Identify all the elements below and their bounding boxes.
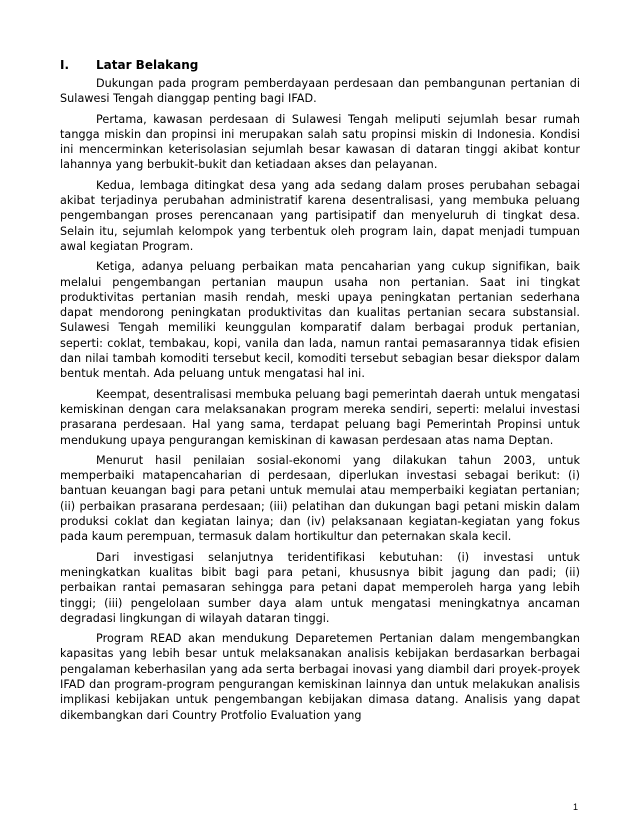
paragraph-program-read: Program READ akan mendukung Deparetemen Pertanian dalam mengembangkan kapasitas yang lebih besar untuk melaksanakan analisis kebijakan berdasarkan berbagai pengalaman keberhasilan yang ada serta berbagai inovasi yang diambil dari proyek-proyek IFAD dan program-program pengurangan kemiskinan lainnya dan untuk melakukan analisis implikasi kebijakan untuk pengembangan kebijakan dimasa datang. Analisis yang dapat dikembangkan dari Country Protfolio Evaluation yang bbox=[60, 632, 580, 722]
section-title: Latar Belakang bbox=[96, 58, 199, 72]
paragraph-penilaian: Menurut hasil penilaian sosial-ekonomi yang dilakukan tahun 2003, untuk memperbaiki matapencaharian di perdesaan, diperlukan investasi sebagai berikut: (i) bantuan keuangan bagi para petani untuk memulai atau memperbaiki kegiatan pertanian; (ii) perbaikan prasarana perdesaan; (iii) pelatihan dan dukungan bagi petani miskin dalam produksi coklat dan kegiatan lainya; dan (iv) pelaksanaan kegiatan-kegiatan yang fokus pada kaum perempuan, termasuk dalam hortikultur dan peternakan skala kecil. bbox=[60, 453, 580, 544]
page-number: 1 bbox=[572, 802, 578, 812]
paragraph-intro: Dukungan pada program pemberdayaan perdesaan dan pembangunan pertanian di Sulawesi Tengah dianggap penting bagi IFAD. bbox=[60, 77, 580, 106]
section-heading bbox=[60, 57, 580, 73]
paragraph-investigasi: Dari investigasi selanjutnya teridentifikasi kebutuhan: (i) investasi untuk meningkatkan kualitas bibit bagi para petani, khususnya bibit jagung dan padi; (ii) perbaikan rantai pemasaran sehingga para petani dapat memperoleh harga yang lebih tinggi; (iii) pengelolaan sumber daya alam untuk mengatasi meningkatnya ancaman degradasi lingkungan di wilayah dataran tinggi. bbox=[60, 550, 580, 625]
paragraph-kedua: Kedua, lembaga ditingkat desa yang ada sedang dalam proses perubahan sebagai akibat terjadinya perubahan administratif karena desentralisasi, yang membuka peluang pengembangan proses perencanaan yang partisipatif dan menyeluruh di tingkat desa. Selain itu, sejumlah kelompok yang terbentuk oleh program lain, dapat menjadi tumpuan awal kegiatan Program. bbox=[60, 178, 580, 253]
section-number: I. bbox=[60, 58, 70, 72]
paragraph-pertama: Pertama, kawasan perdesaan di Sulawesi Tengah meliputi sejumlah besar rumah tangga miskin dan propinsi ini merupakan salah satu propinsi miskin di Indonesia. Kondisi ini mencerminkan keterisolasian sejumlah besar kawasan di dataran tinggi akibat kontur lahannya yang berbukit-bukit dan ketiadaan akses dan pelayanan. bbox=[60, 112, 580, 172]
paragraph-ketiga: Ketiga, adanya peluang perbaikan mata pencaharian yang cukup signifikan, baik melalui pengembangan pertanian maupun usaha non pertanian. Saat ini tingkat produktivitas pertanian masih rendah, meski upaya peningkatan pertanian sederhana dapat mendorong peningkatan produktivitas dan kualitas pertanian secara substansial. Sulawesi Tengah memiliki keunggulan komparatif dalam berbagai produk pertanian, seperti: coklat, tembakau, kopi, vanila dan lada, namun rantai pemasarannya tidak efisien dan nilai tambah komoditi tersebut kecil, komoditi tersebut sebagian besar diekspor dalam bentuk mentah. Ada peluang untuk mengatasi hal ini. bbox=[60, 260, 580, 381]
paragraph-keempat: Keempat, desentralisasi membuka peluang bagi pemerintah daerah untuk mengatasi kemiskinan dengan cara melaksanakan program mereka sendiri, seperti: melalui investasi prasarana perdesaan. Hal yang sama, terdapat peluang bagi Pemerintah Propinsi untuk mendukung upaya pengurangan kemiskinan di kawasan perdesaan atas nama Deptan. bbox=[60, 387, 580, 447]
document-body bbox=[60, 57, 580, 728]
